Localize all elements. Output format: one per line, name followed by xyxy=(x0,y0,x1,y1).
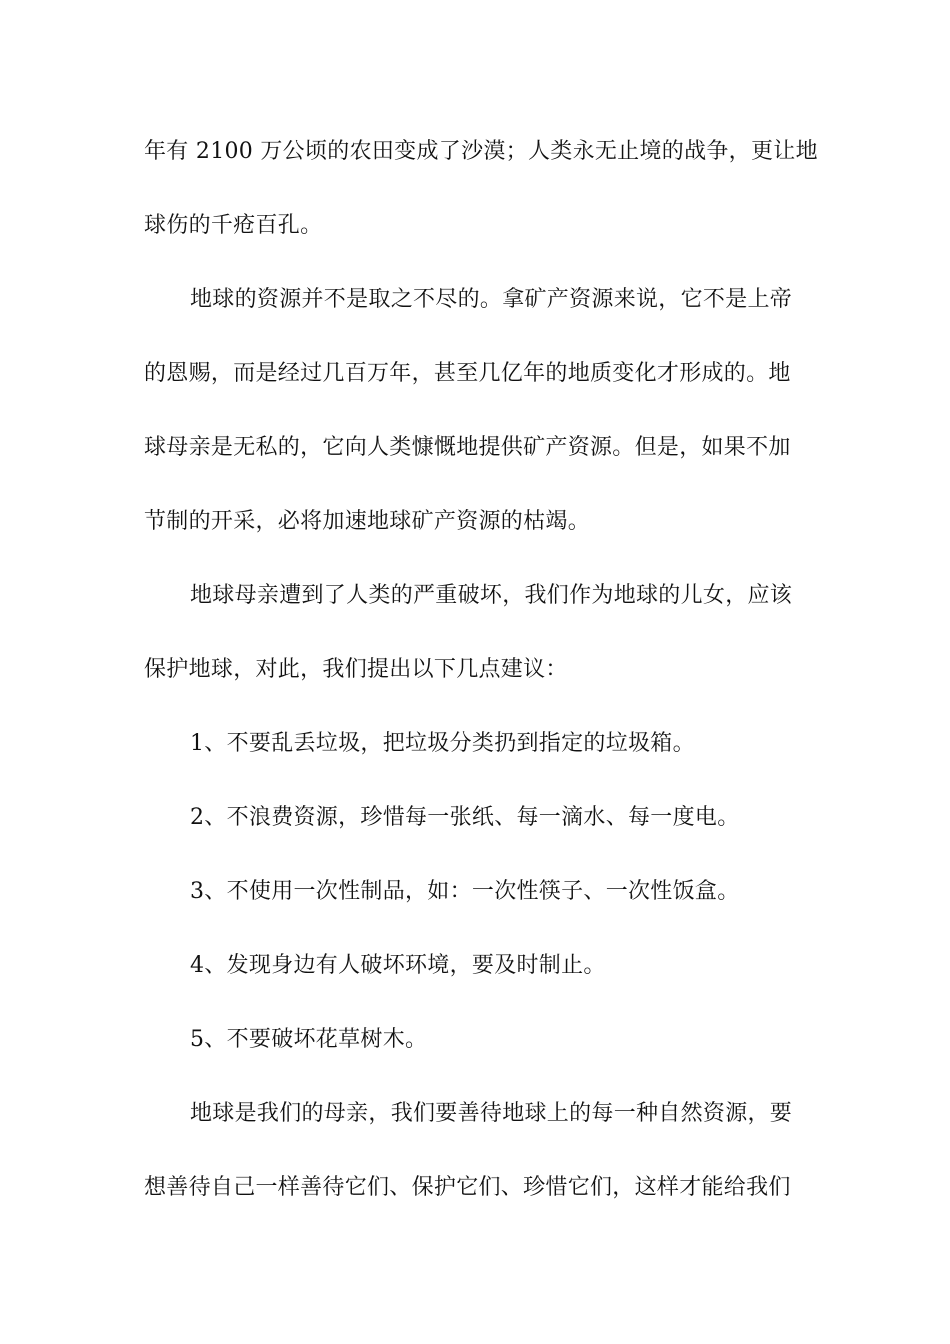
paragraph-start-line: 地球是我们的母亲，我们要善待地球上的每一种自然资源，要 xyxy=(190,1101,793,1126)
text-line: 的恩赐，而是经过几百万年，甚至几亿年的地质变化才形成的。地 xyxy=(144,361,791,386)
paragraph-start-line: 地球母亲遭到了人类的严重破坏，我们作为地球的儿女，应该 xyxy=(190,583,793,608)
text-line: 节制的开采，必将加速地球矿产资源的枯竭。 xyxy=(144,509,591,534)
list-item: 5、不要破坏花草树木。 xyxy=(190,1027,428,1052)
text-line: 球伤的千疮百孔。 xyxy=(144,213,323,238)
text-line: 球母亲是无私的，它向人类慷慨地提供矿产资源。但是，如果不加 xyxy=(144,435,791,460)
text-line: 想善待自己一样善待它们、保护它们、珍惜它们，这样才能给我们 xyxy=(144,1175,791,1200)
list-item: 3、不使用一次性制品，如：一次性筷子、一次性饭盒。 xyxy=(190,879,740,904)
paragraph-start-line: 地球的资源并不是取之不尽的。拿矿产资源来说，它不是上帝 xyxy=(190,287,793,312)
list-item: 4、发现身边有人破坏环境，要及时制止。 xyxy=(190,953,606,978)
text-line: 年有 2100 万公顷的农田变成了沙漠；人类永无止境的战争，更让地 xyxy=(144,139,818,164)
text-line: 保护地球，对此，我们提出以下几点建议： xyxy=(144,657,568,682)
list-item: 2、不浪费资源，珍惜每一张纸、每一滴水、每一度电。 xyxy=(190,805,740,830)
list-item: 1、不要乱丢垃圾，把垃圾分类扔到指定的垃圾箱。 xyxy=(190,731,695,756)
